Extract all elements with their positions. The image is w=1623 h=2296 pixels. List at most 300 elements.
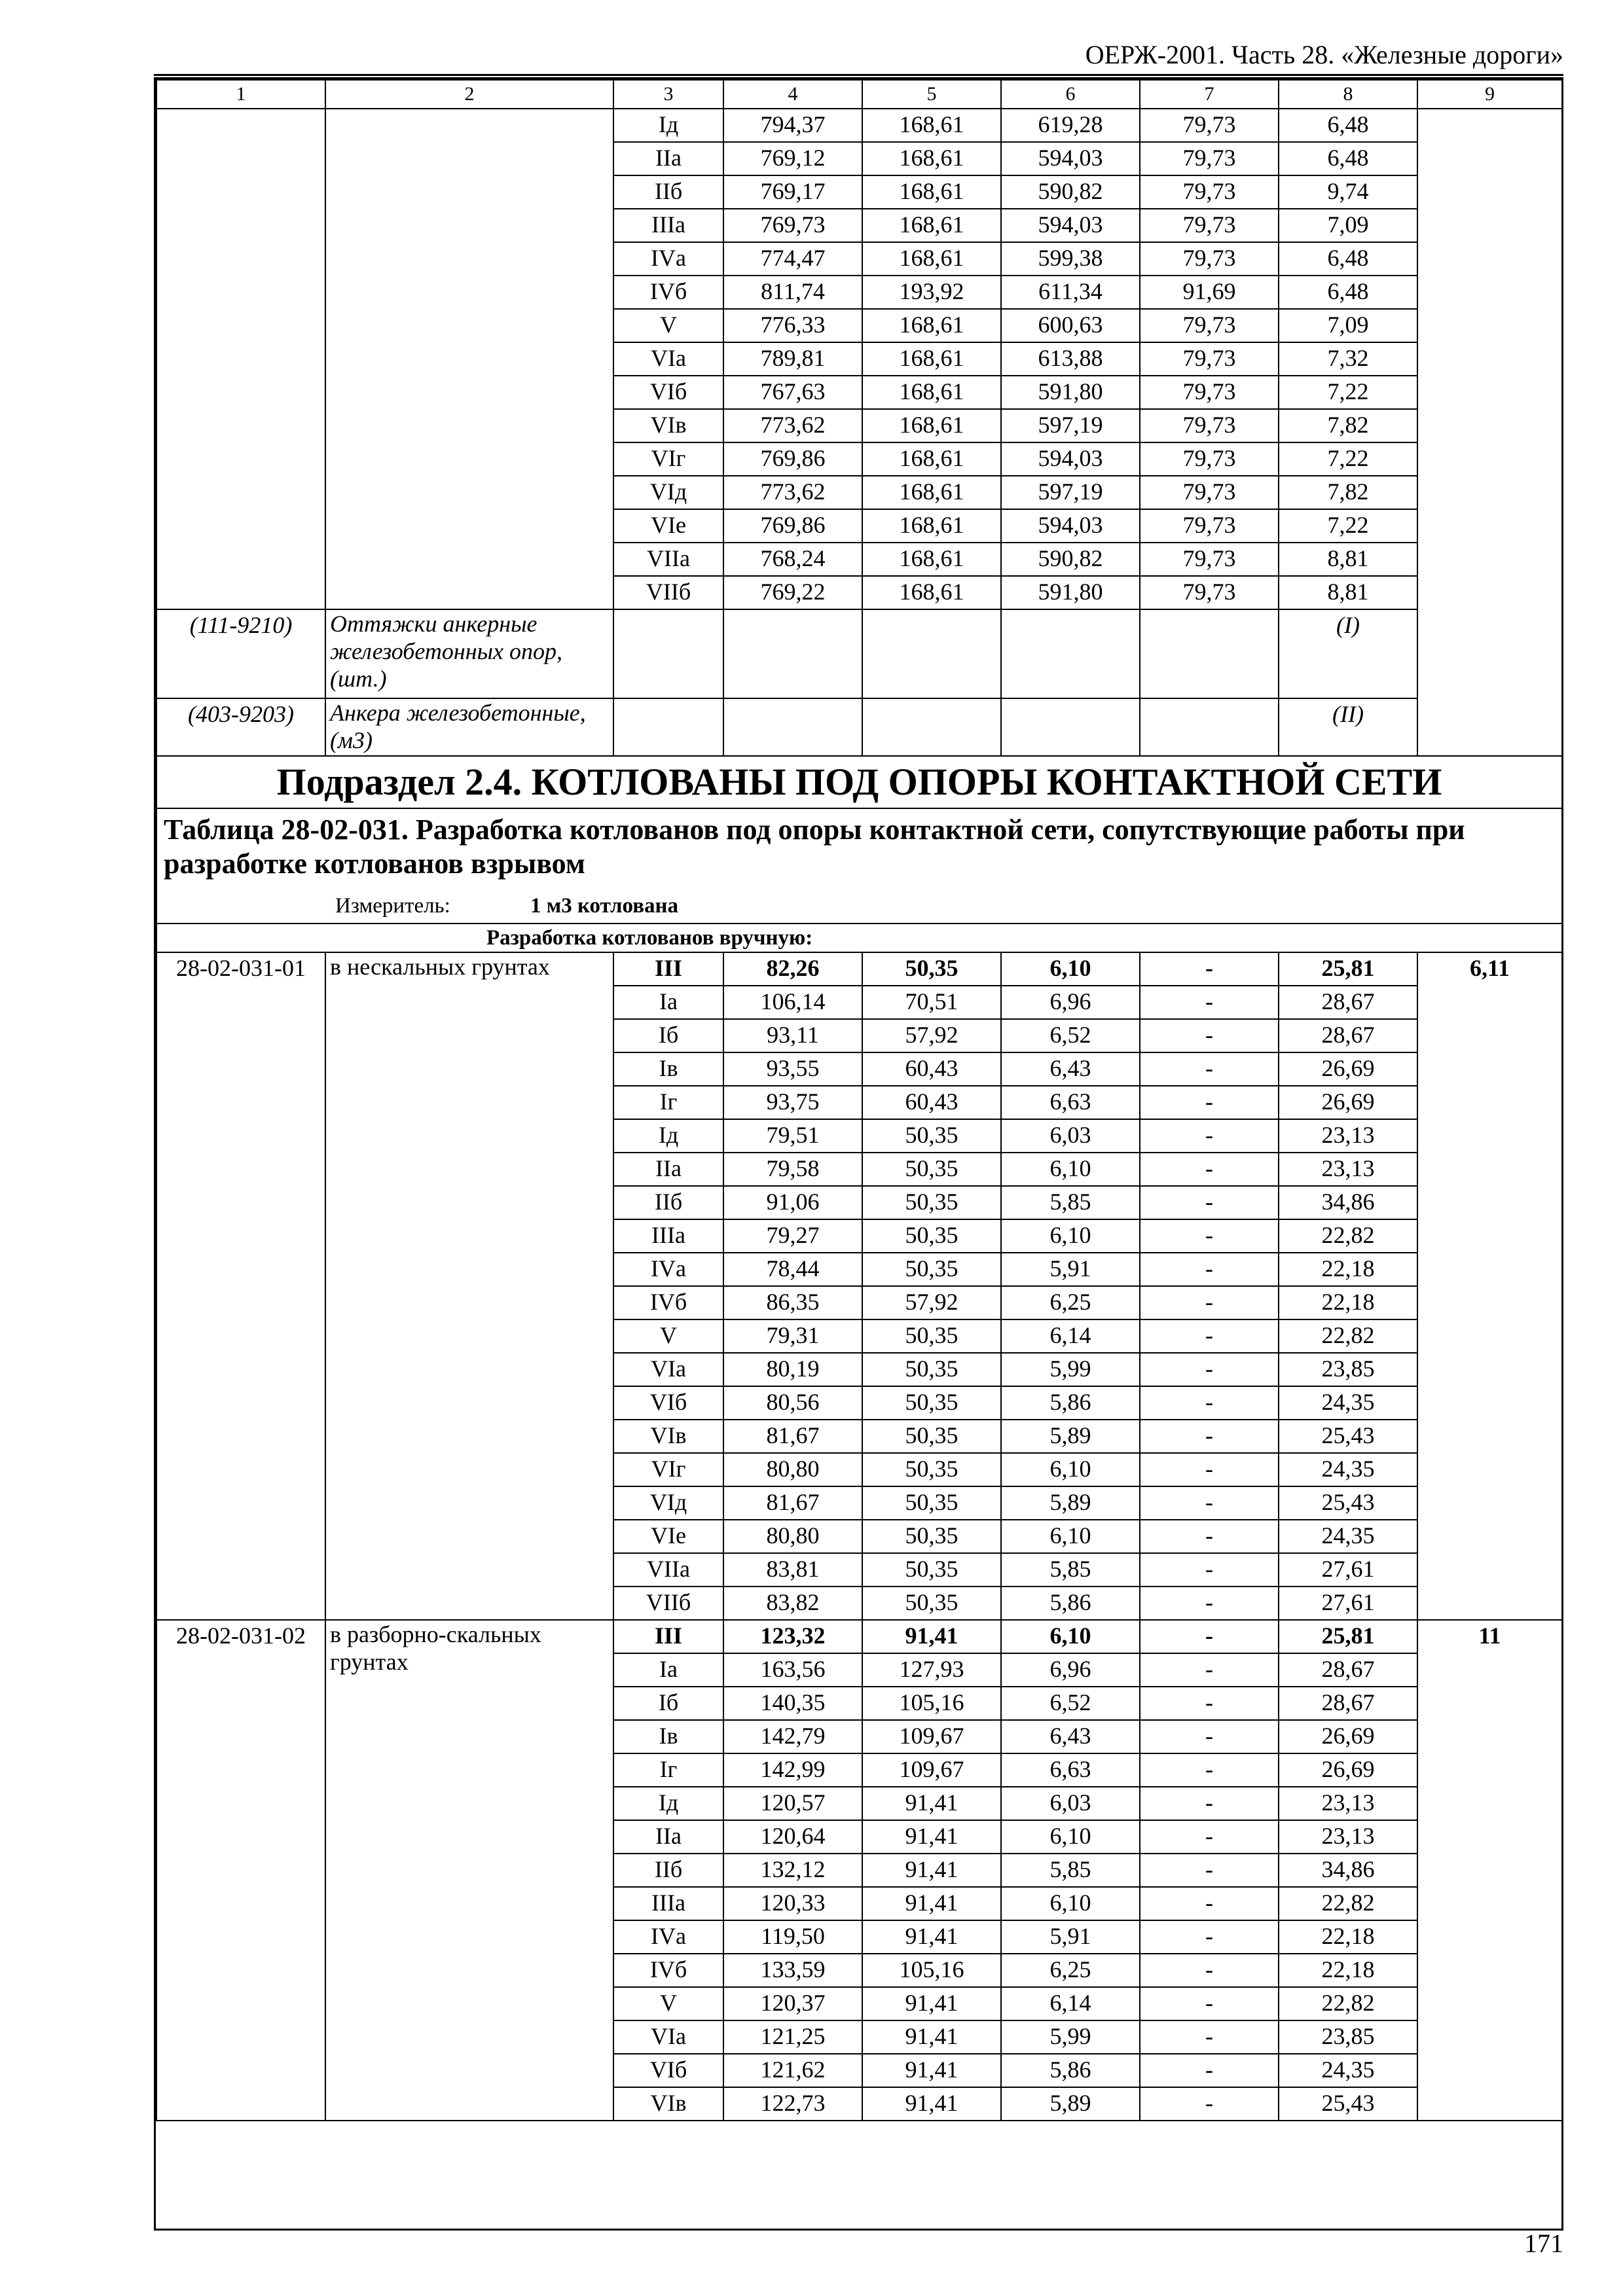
value-cell: 5,85: [1001, 1854, 1140, 1887]
value-cell: 5,99: [1001, 1353, 1140, 1386]
value-cell: 28,67: [1279, 1687, 1417, 1720]
value-cell: 599,38: [1001, 242, 1140, 276]
value-cell: 24,35: [1279, 1520, 1417, 1553]
empty-cell: [723, 698, 862, 756]
value-cell: 811,74: [723, 276, 862, 309]
value-cell: 5,86: [1001, 1587, 1140, 1620]
page-number: 171: [1524, 2229, 1563, 2258]
value-cell: 774,47: [723, 242, 862, 276]
value-cell: VIб: [613, 2054, 723, 2087]
value-cell: 50,35: [862, 1386, 1001, 1420]
value-cell: 50,35: [862, 1353, 1001, 1386]
value-cell: 776,33: [723, 309, 862, 342]
value-cell: 613,88: [1001, 342, 1140, 376]
item-col9: 11: [1417, 1620, 1562, 2121]
value-cell: 594,03: [1001, 442, 1140, 476]
value-cell: 769,22: [723, 576, 862, 609]
table-row: [156, 1620, 1562, 1653]
value-cell: 6,10: [1001, 1887, 1140, 1920]
value-cell: 773,62: [723, 409, 862, 442]
value-cell: 7,22: [1279, 442, 1417, 476]
value-cell: 5,99: [1001, 2020, 1140, 2054]
value-cell: 93,55: [723, 1052, 862, 1086]
value-cell: 79,73: [1140, 209, 1279, 242]
value-cell: IIб: [613, 175, 723, 209]
value-cell: 6,63: [1001, 1753, 1140, 1787]
value-cell: -: [1140, 1119, 1279, 1153]
value-cell: 594,03: [1001, 509, 1140, 543]
value-cell: Iд: [613, 1119, 723, 1153]
value-cell: 611,34: [1001, 276, 1140, 309]
value-cell: 794,37: [723, 109, 862, 142]
value-cell: 91,41: [862, 2087, 1001, 2121]
note-name: Оттяжки анкерные железобетонных опор, (шт.): [325, 609, 613, 698]
value-cell: VIг: [613, 442, 723, 476]
value-cell: 23,13: [1279, 1153, 1417, 1186]
value-cell: 6,48: [1279, 276, 1417, 309]
value-cell: 6,63: [1001, 1086, 1140, 1119]
value-cell: 26,69: [1279, 1052, 1417, 1086]
value-cell: 22,18: [1279, 1954, 1417, 1987]
value-cell: 50,35: [862, 1453, 1001, 1486]
value-cell: -: [1140, 1553, 1279, 1587]
value-cell: 168,61: [862, 543, 1001, 576]
value-cell: VIг: [613, 1453, 723, 1486]
value-cell: IIб: [613, 1854, 723, 1887]
name-cell-empty: [325, 109, 613, 609]
value-cell: 142,99: [723, 1753, 862, 1787]
value-cell: 597,19: [1001, 409, 1140, 442]
value-cell: 193,92: [862, 276, 1001, 309]
value-cell: 7,09: [1279, 209, 1417, 242]
value-cell: 23,13: [1279, 1787, 1417, 1820]
measure-value: 1 м3 котлована: [530, 894, 679, 918]
table-title: Таблица 28-02-031. Разработка котлованов под опоры контактной сети, сопутствующие работы при разработке котлованов взрывом: [164, 814, 1465, 880]
value-cell: 57,92: [862, 1019, 1001, 1052]
value-cell: 6,43: [1001, 1052, 1140, 1086]
value-cell: 594,03: [1001, 142, 1140, 175]
value-cell: 79,27: [723, 1219, 862, 1253]
value-cell: 120,64: [723, 1820, 862, 1854]
value-cell: -: [1140, 986, 1279, 1019]
value-cell: VIIб: [613, 1587, 723, 1620]
value-cell: -: [1140, 1587, 1279, 1620]
value-cell: 23,85: [1279, 2020, 1417, 2054]
value-cell: -: [1140, 1753, 1279, 1787]
value-cell: 6,10: [1001, 1453, 1140, 1486]
section-title: Подраздел 2.4. КОТЛОВАНЫ ПОД ОПОРЫ КОНТАКТНОЙ СЕТИ: [156, 756, 1562, 808]
subsection-row: [156, 924, 1562, 952]
value-cell: Iа: [613, 1653, 723, 1687]
value-cell: 50,35: [862, 1186, 1001, 1219]
value-cell: -: [1140, 1386, 1279, 1420]
value-cell: 23,13: [1279, 1820, 1417, 1854]
value-cell: 28,67: [1279, 986, 1417, 1019]
value-cell: 5,86: [1001, 2054, 1140, 2087]
value-cell: 5,85: [1001, 1553, 1140, 1587]
note-row: [156, 698, 1562, 756]
value-cell: 24,35: [1279, 2054, 1417, 2087]
column-number: 6: [1001, 80, 1140, 109]
measure-line: [164, 889, 1555, 918]
value-cell: VIв: [613, 1420, 723, 1453]
value-cell: -: [1140, 2087, 1279, 2121]
value-cell: 25,43: [1279, 2087, 1417, 2121]
value-cell: -: [1140, 1820, 1279, 1854]
value-cell: 22,18: [1279, 1286, 1417, 1319]
value-cell: Iд: [613, 1787, 723, 1820]
value-cell: 83,81: [723, 1553, 862, 1587]
value-cell: 6,48: [1279, 142, 1417, 175]
value-cell: -: [1140, 2054, 1279, 2087]
value-cell: 120,57: [723, 1787, 862, 1820]
value-cell: 105,16: [862, 1687, 1001, 1720]
value-cell: 28,67: [1279, 1019, 1417, 1052]
value-cell: 91,41: [862, 1787, 1001, 1820]
value-cell: 168,61: [862, 342, 1001, 376]
value-cell: -: [1140, 1987, 1279, 2020]
value-cell: 50,35: [862, 1420, 1001, 1453]
value-cell: 50,35: [862, 1587, 1001, 1620]
value-cell: VIб: [613, 376, 723, 409]
value-cell: 769,12: [723, 142, 862, 175]
value-cell: -: [1140, 1253, 1279, 1286]
value-cell: VIд: [613, 1486, 723, 1520]
value-cell: 7,22: [1279, 376, 1417, 409]
value-cell: Iв: [613, 1720, 723, 1753]
table-row: [156, 952, 1562, 986]
value-cell: 81,67: [723, 1420, 862, 1453]
value-cell: 773,62: [723, 476, 862, 509]
value-cell: Iб: [613, 1019, 723, 1052]
value-cell: 60,43: [862, 1086, 1001, 1119]
value-cell: IIб: [613, 1186, 723, 1219]
value-cell: 79,51: [723, 1119, 862, 1153]
value-cell: 127,93: [862, 1653, 1001, 1687]
value-cell: 22,18: [1279, 1920, 1417, 1954]
value-cell: Iб: [613, 1687, 723, 1720]
value-cell: Iв: [613, 1052, 723, 1086]
value-cell: 7,32: [1279, 342, 1417, 376]
value-cell: -: [1140, 1687, 1279, 1720]
col9-cell-empty: [1417, 109, 1562, 756]
item-code: 28-02-031-01: [156, 952, 325, 1620]
value-cell: 91,69: [1140, 276, 1279, 309]
value-cell: VIе: [613, 509, 723, 543]
value-cell: 23,13: [1279, 1119, 1417, 1153]
value-cell: 7,82: [1279, 476, 1417, 509]
empty-cell: [1001, 609, 1140, 698]
value-cell: 25,43: [1279, 1486, 1417, 1520]
value-cell: -: [1140, 1720, 1279, 1753]
value-cell: 168,61: [862, 409, 1001, 442]
value-cell: III: [613, 1620, 723, 1653]
value-cell: -: [1140, 1420, 1279, 1453]
value-cell: 109,67: [862, 1753, 1001, 1787]
column-number: 4: [723, 80, 862, 109]
value-cell: 91,41: [862, 1620, 1001, 1653]
value-cell: 168,61: [862, 442, 1001, 476]
value-cell: 50,35: [862, 1253, 1001, 1286]
value-cell: IIIа: [613, 1887, 723, 1920]
value-cell: 79,73: [1140, 442, 1279, 476]
value-cell: 168,61: [862, 242, 1001, 276]
value-cell: 140,35: [723, 1687, 862, 1720]
value-cell: Iг: [613, 1753, 723, 1787]
running-header: ОЕРЖ-2001. Часть 28. «Железные дороги»: [1085, 40, 1563, 69]
value-cell: 168,61: [862, 142, 1001, 175]
value-cell: 27,61: [1279, 1587, 1417, 1620]
value-cell: -: [1140, 1186, 1279, 1219]
empty-cell: [1001, 698, 1140, 756]
value-cell: 168,61: [862, 309, 1001, 342]
value-cell: -: [1140, 1486, 1279, 1520]
value-cell: 79,58: [723, 1153, 862, 1186]
column-number: 7: [1140, 80, 1279, 109]
value-cell: IVб: [613, 1286, 723, 1319]
value-cell: 79,73: [1140, 576, 1279, 609]
empty-cell: [613, 698, 723, 756]
value-cell: 597,19: [1001, 476, 1140, 509]
value-cell: 22,18: [1279, 1253, 1417, 1286]
value-cell: 79,73: [1140, 376, 1279, 409]
value-cell: 6,10: [1001, 1520, 1140, 1553]
value-cell: IIIа: [613, 209, 723, 242]
column-number: 2: [325, 80, 613, 109]
value-cell: 600,63: [1001, 309, 1140, 342]
value-cell: -: [1140, 1052, 1279, 1086]
value-cell: 93,75: [723, 1086, 862, 1119]
value-cell: 79,73: [1140, 142, 1279, 175]
note-code: (111-9210): [156, 609, 325, 698]
value-cell: 133,59: [723, 1954, 862, 1987]
value-cell: 7,09: [1279, 309, 1417, 342]
value-cell: 50,35: [862, 1486, 1001, 1520]
value-cell: 7,22: [1279, 509, 1417, 543]
value-cell: 168,61: [862, 509, 1001, 543]
value-cell: V: [613, 1987, 723, 2020]
value-cell: 168,61: [862, 576, 1001, 609]
value-cell: 6,25: [1001, 1286, 1140, 1319]
value-cell: IIа: [613, 142, 723, 175]
value-cell: -: [1140, 1653, 1279, 1687]
value-cell: 5,86: [1001, 1386, 1140, 1420]
value-cell: 6,48: [1279, 242, 1417, 276]
empty-cell: [862, 609, 1001, 698]
value-cell: -: [1140, 1620, 1279, 1653]
value-cell: 594,03: [1001, 209, 1140, 242]
value-cell: 91,41: [862, 2020, 1001, 2054]
value-cell: -: [1140, 1854, 1279, 1887]
value-cell: 79,31: [723, 1319, 862, 1353]
note-mark: (II): [1279, 698, 1417, 756]
value-cell: 50,35: [862, 1553, 1001, 1587]
value-cell: 82,26: [723, 952, 862, 986]
value-cell: 25,81: [1279, 1620, 1417, 1653]
value-cell: -: [1140, 1453, 1279, 1486]
value-cell: IVа: [613, 1920, 723, 1954]
value-cell: VIд: [613, 476, 723, 509]
value-cell: 34,86: [1279, 1186, 1417, 1219]
value-cell: 6,25: [1001, 1954, 1140, 1987]
value-cell: -: [1140, 2020, 1279, 2054]
value-cell: 591,80: [1001, 376, 1140, 409]
value-cell: 768,24: [723, 543, 862, 576]
item-col9: 6,11: [1417, 952, 1562, 1620]
value-cell: 28,67: [1279, 1653, 1417, 1687]
value-cell: 8,81: [1279, 576, 1417, 609]
value-cell: 57,92: [862, 1286, 1001, 1319]
value-cell: 6,03: [1001, 1787, 1140, 1820]
value-cell: -: [1140, 1153, 1279, 1186]
value-cell: 50,35: [862, 1219, 1001, 1253]
column-number: 3: [613, 80, 723, 109]
value-cell: VIв: [613, 2087, 723, 2121]
value-cell: 50,35: [862, 952, 1001, 986]
table-row: [156, 109, 1562, 142]
value-cell: 91,41: [862, 1987, 1001, 2020]
subsection-title: Разработка котлованов вручную:: [156, 924, 1562, 952]
value-cell: 8,81: [1279, 543, 1417, 576]
value-cell: 79,73: [1140, 409, 1279, 442]
value-cell: 50,35: [862, 1520, 1001, 1553]
header-rule: [154, 74, 1563, 76]
code-cell-empty: [156, 109, 325, 609]
value-cell: -: [1140, 1520, 1279, 1553]
value-cell: 5,91: [1001, 1920, 1140, 1954]
value-cell: III: [613, 952, 723, 986]
value-cell: 6,14: [1001, 1319, 1140, 1353]
value-cell: -: [1140, 1219, 1279, 1253]
value-cell: 6,10: [1001, 1820, 1140, 1854]
column-number: 5: [862, 80, 1001, 109]
value-cell: VIа: [613, 342, 723, 376]
value-cell: 769,86: [723, 509, 862, 543]
value-cell: 6,96: [1001, 986, 1140, 1019]
value-cell: VIб: [613, 1386, 723, 1420]
value-cell: 79,73: [1140, 342, 1279, 376]
value-cell: 122,73: [723, 2087, 862, 2121]
table-title-cell: [156, 808, 1562, 924]
value-cell: -: [1140, 1353, 1279, 1386]
value-cell: 5,89: [1001, 1486, 1140, 1520]
value-cell: 769,73: [723, 209, 862, 242]
value-cell: 6,10: [1001, 952, 1140, 986]
value-cell: VIIа: [613, 543, 723, 576]
value-cell: 50,35: [862, 1153, 1001, 1186]
value-cell: 6,52: [1001, 1019, 1140, 1052]
value-cell: 80,56: [723, 1386, 862, 1420]
value-cell: 25,81: [1279, 952, 1417, 986]
value-cell: 79,73: [1140, 242, 1279, 276]
value-cell: 91,41: [862, 1820, 1001, 1854]
value-cell: VIа: [613, 2020, 723, 2054]
value-cell: VIв: [613, 409, 723, 442]
value-cell: -: [1140, 1319, 1279, 1353]
value-cell: 789,81: [723, 342, 862, 376]
value-cell: -: [1140, 1954, 1279, 1987]
value-cell: 6,10: [1001, 1219, 1140, 1253]
column-number: 1: [156, 80, 325, 109]
value-cell: 105,16: [862, 1954, 1001, 1987]
value-cell: 6,10: [1001, 1153, 1140, 1186]
value-cell: 5,89: [1001, 1420, 1140, 1453]
value-cell: 163,56: [723, 1653, 862, 1687]
empty-cell: [723, 609, 862, 698]
value-cell: -: [1140, 1286, 1279, 1319]
value-cell: IVб: [613, 1954, 723, 1987]
section-row: [156, 756, 1562, 808]
value-cell: 25,43: [1279, 1420, 1417, 1453]
value-cell: 6,43: [1001, 1720, 1140, 1753]
note-row: [156, 609, 1562, 698]
value-cell: 26,69: [1279, 1753, 1417, 1787]
empty-cell: [613, 609, 723, 698]
value-cell: 83,82: [723, 1587, 862, 1620]
value-cell: 22,82: [1279, 1219, 1417, 1253]
value-cell: 91,41: [862, 1920, 1001, 1954]
value-cell: Iд: [613, 109, 723, 142]
value-cell: VIа: [613, 1353, 723, 1386]
value-cell: 70,51: [862, 986, 1001, 1019]
value-cell: 79,73: [1140, 509, 1279, 543]
value-cell: 22,82: [1279, 1987, 1417, 2020]
value-cell: 119,50: [723, 1920, 862, 1954]
value-cell: 767,63: [723, 376, 862, 409]
note-mark: (I): [1279, 609, 1417, 698]
value-cell: V: [613, 309, 723, 342]
empty-cell: [862, 698, 1001, 756]
value-cell: V: [613, 1319, 723, 1353]
value-cell: 6,10: [1001, 1620, 1140, 1653]
value-cell: 26,69: [1279, 1720, 1417, 1753]
value-cell: 50,35: [862, 1119, 1001, 1153]
value-cell: -: [1140, 1787, 1279, 1820]
rates-table: [156, 79, 1563, 2121]
column-number: 9: [1417, 80, 1562, 109]
value-cell: 5,91: [1001, 1253, 1140, 1286]
value-cell: 120,37: [723, 1987, 862, 2020]
value-cell: 80,80: [723, 1520, 862, 1553]
value-cell: 769,17: [723, 175, 862, 209]
value-cell: 106,14: [723, 986, 862, 1019]
rates-table-frame: [154, 77, 1563, 2231]
value-cell: 79,73: [1140, 476, 1279, 509]
value-cell: 23,85: [1279, 1353, 1417, 1386]
item-name: в разборно-скальных грунтах: [325, 1620, 613, 2121]
empty-cell: [1140, 698, 1279, 756]
note-name: Анкера железобетонные, (м3): [325, 698, 613, 756]
value-cell: 91,41: [862, 1887, 1001, 1920]
value-cell: 34,86: [1279, 1854, 1417, 1887]
value-cell: 91,41: [862, 2054, 1001, 2087]
value-cell: 590,82: [1001, 543, 1140, 576]
value-cell: 619,28: [1001, 109, 1140, 142]
value-cell: 168,61: [862, 376, 1001, 409]
value-cell: VIIа: [613, 1553, 723, 1587]
value-cell: 5,85: [1001, 1186, 1140, 1219]
column-number-row: [156, 80, 1562, 109]
value-cell: 93,11: [723, 1019, 862, 1052]
value-cell: 6,14: [1001, 1987, 1140, 2020]
value-cell: 6,48: [1279, 109, 1417, 142]
value-cell: 5,89: [1001, 2087, 1140, 2121]
value-cell: IIIа: [613, 1219, 723, 1253]
value-cell: 91,41: [862, 1854, 1001, 1887]
value-cell: 109,67: [862, 1720, 1001, 1753]
value-cell: 168,61: [862, 476, 1001, 509]
value-cell: 591,80: [1001, 576, 1140, 609]
